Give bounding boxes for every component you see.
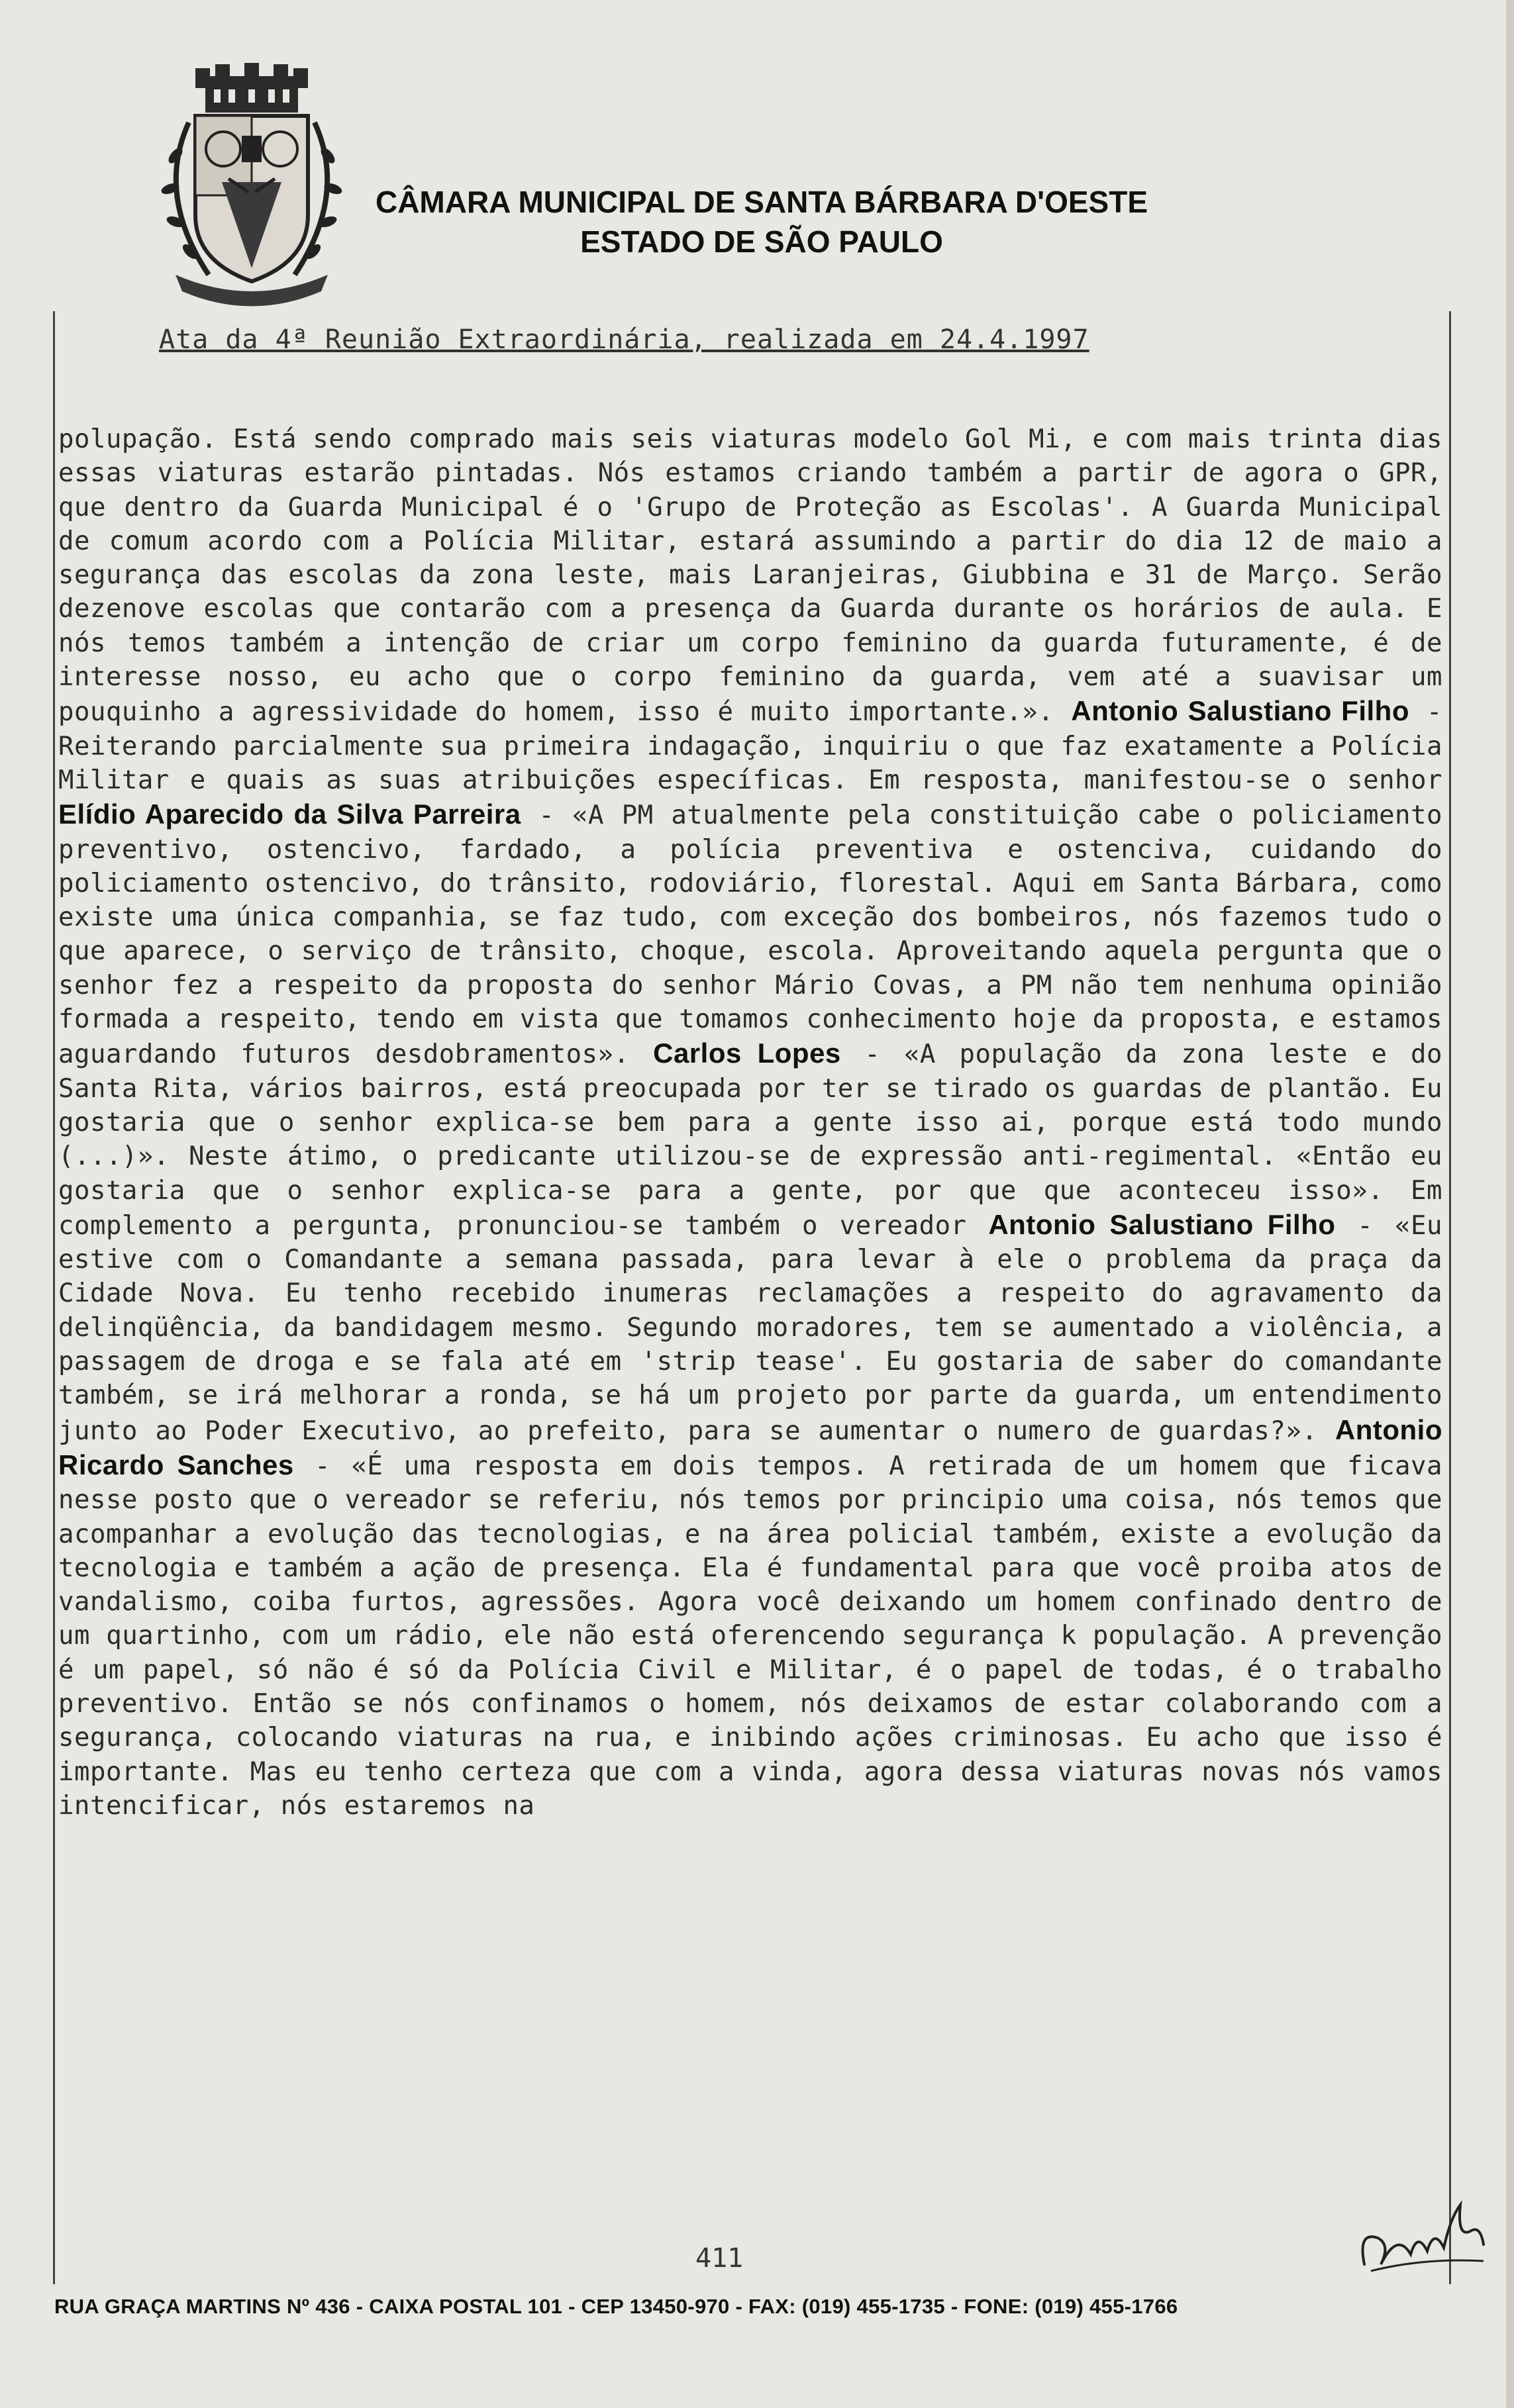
page-number: 411 [695,2243,744,2274]
body-passage: polupação. Está sendo comprado mais seis viaturas modelo Gol Mi, e com mais trinta dias essas viaturas estarão pintadas. Nós estamos criando também a partir de agora o GPR, que dentro da Guarda Municipal é o 'Grupo de Proteção as Escolas'. A Guarda Municipal de comum acordo com a Polícia Militar, estará assumindo a partir do dia 12 de maio a segurança das escolas da zona leste, mais Laranjeiras, Giubbina e 31 de Março. Serão dezenove escolas que contarão com a presença da Guarda durante os horários de aula. E nós temos também a intenção de criar um corpo feminino da guarda futuramente, é de interesse nosso, eu acho que o corpo feminino da guarda, vem até a suavisar um pouquinho a agressividade do homem, isso é muito importante.». [58,424,1442,728]
body-passage: - «É uma resposta em dois tempos. A retirada de um homem que ficava nesse posto que o vereador se referiu, nós temos por principio uma coisa, nós temos que acompanhar a evolução das tecnologias, e na área policial também, existe a evolução da tecnologia e também a ação de presença. Ela é fundamental para que você proiba atos de vandalismo, coiba furtos, agressões. Agora você deixando um homem confinado dentro de um quartinho, com um rádio, ele não está oferencendo segurança k população. A prevenção é um papel, só não é só da Polícia Civil e Militar, é o papel de todas, é o trabalho preventivo. Então se nós confinamos o homem, nós deixamos de estar colaborando com a segurança, colocando viaturas na rua, e inibindo ações criminosas. Eu acho que isso é importante. Mas eu tenho certeza que com a vinda, agora dessa viaturas novas nós vamos intencificar, nós estaremos na [58,1451,1442,1821]
handwritten-signature-icon [1351,2191,1497,2284]
body-passage: - «Eu estive com o Comandante a semana passada, para levar à ele o problema da praça da Cidade Nova. Eu tenho recebido inumeras reclamações a respeito do agravamento da delinqüência, da bandidagem mesmo. Segundo moradores, tem se aumentado a violência, a passagem de droga e se fala até em 'strip tease'. Eu gostaria de saber do comandante também, se irá melhorar a ronda, se há um projeto por parte da guarda, um entendimento junto ao Poder Executivo, ao prefeito, para se aumentar o numero de guardas?». [58,1210,1442,1446]
page-frame-left-rule [53,311,55,2284]
header-line-1: CÂMARA MUNICIPAL DE SANTA BÁRBARA D'OESTE [375,185,1148,219]
minutes-heading: Ata da 4ª Reunião Extraordinária, realizada em 24.4.1997 [159,324,1089,355]
speaker-name: Carlos Lopes [653,1037,841,1069]
minutes-body-text [58,422,1442,1823]
page-frame-right-rule [1449,311,1451,2284]
speaker-name: Elídio Aparecido da Silva Parreira [58,798,521,830]
body-passage: - «A população da zona leste e do Santa Rita, vários bairros, está preocupada por ter se tirado os guardas de plantão. Eu gostaria que o senhor explica-se bem para a gente isso ai, porque está todo mundo (...)». Neste átimo, o predicante utilizou-se de expressão anti-regimental. «Então eu gostaria que o senhor explica-se para a gente, por que que aconteceu isso». Em complemento a pergunta, pronunciou-se também o vereador [58,1039,1442,1241]
speaker-name: Antonio Ricardo Sanches [58,1414,1442,1480]
page-edge [1506,0,1514,2408]
footer-address: RUA GRAÇA MARTINS Nº 436 - CAIXA POSTAL 101 - CEP 13450-970 - FAX: (019) 455-1735 - FONE: (019) 455-1766 [54,2295,1178,2318]
body-passage: - «A PM atualmente pela constituição cabe o policiamento preventivo, ostencivo, fardado, a polícia preventiva e ostenciva, cuidando do policiamento ostencivo, do trânsito, rodoviário, florestal. Aqui em Santa Bárbara, como existe uma única companhia, se faz tudo, com exceção dos bombeiros, nós fazemos tudo o que aparece, o serviço de trânsito, choque, escola. Aproveitando aquela pergunta que o senhor fez a respeito da proposta do senhor Mário Covas, a PM não tem nenhuma opinião formada a respeito, tendo em vista que tomamos conhecimento hoje da proposta, e estamos aguardando futuros desdobramentos». [58,800,1442,1070]
speaker-name: Antonio Salustiano Filho [1071,695,1409,727]
municipal-coat-of-arms-icon [149,63,354,311]
speaker-name: Antonio Salustiano Filho [988,1208,1336,1240]
body-passage: - Reiterando parcialmente sua primeira indagação, inquiriu o que faz exatamente a Polícia Militar e quais as suas atribuições específicas. Em resposta, manifestou-se o senhor [58,697,1442,795]
header-line-2: ESTADO DE SÃO PAULO [580,224,943,259]
institution-header [371,182,1152,262]
